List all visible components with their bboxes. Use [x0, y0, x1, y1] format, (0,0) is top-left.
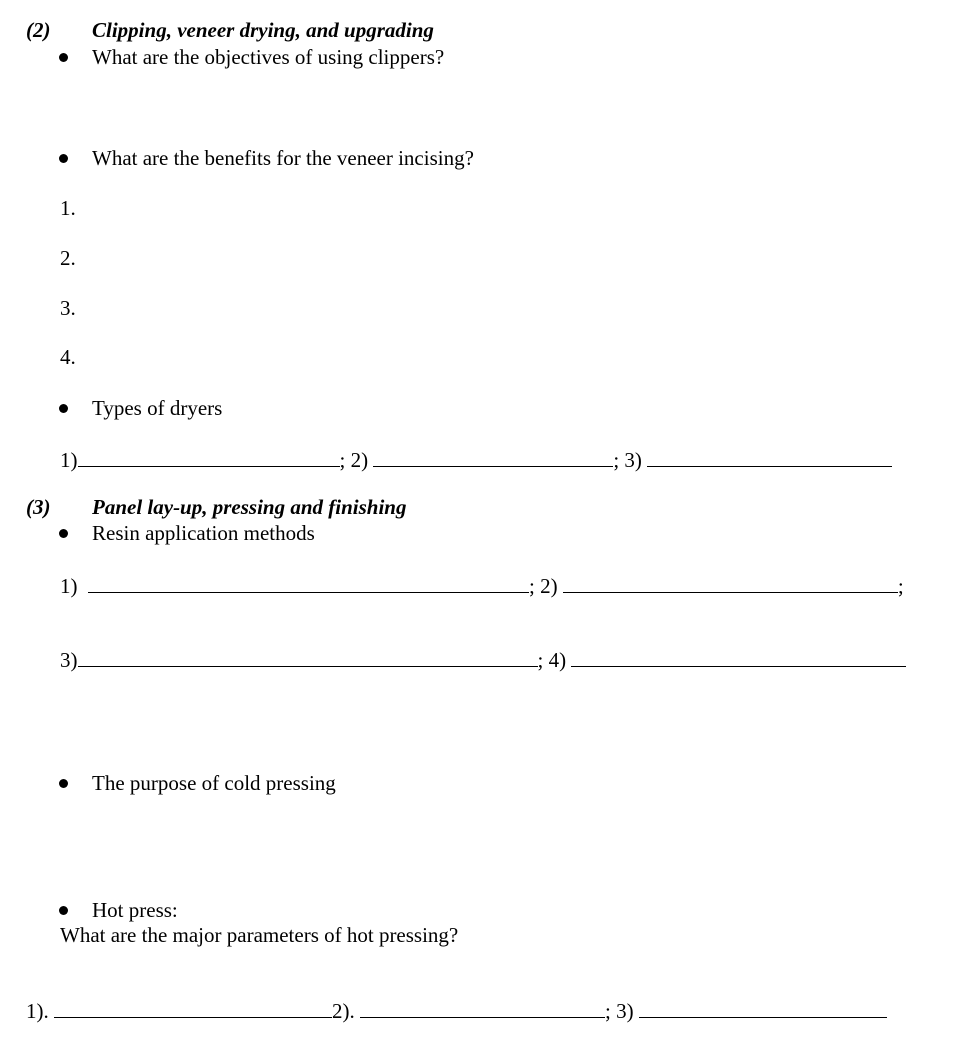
hot-label-3: ; 3) — [605, 999, 634, 1023]
hot-blank-2[interactable] — [360, 997, 605, 1018]
bullet-icon — [59, 404, 68, 413]
question-hot-press: Hot press: — [92, 898, 178, 922]
question-hot-parameters: What are the major parameters of hot pressing? — [60, 923, 459, 947]
resin-blank-3[interactable] — [78, 646, 538, 667]
section-3-number: (3) — [26, 495, 51, 519]
bullet-icon — [59, 154, 68, 163]
hot-blank-1[interactable] — [54, 997, 332, 1018]
section-2-title: Clipping, veneer drying, and upgrading — [92, 18, 434, 42]
section-2-number: (2) — [26, 18, 51, 42]
resin-blank-4[interactable] — [571, 646, 906, 667]
bullet-icon — [59, 906, 68, 915]
hot-label-1: 1). — [26, 999, 49, 1023]
numbered-item-4: 4. — [60, 345, 76, 369]
numbered-item-1: 1. — [60, 196, 76, 220]
resin-label-4: ; 4) — [537, 648, 567, 672]
hot-label-2: 2). — [332, 999, 355, 1023]
section-3-title: Panel lay-up, pressing and finishing — [92, 495, 407, 519]
resin-blank-1[interactable] — [88, 572, 529, 593]
dryers-answer-row — [60, 446, 892, 472]
dryers-blank-3[interactable] — [647, 446, 892, 467]
question-resin: Resin application methods — [92, 521, 315, 545]
resin-label-3: 3) — [60, 648, 78, 672]
resin-answer-row-2 — [60, 646, 906, 672]
dryers-blank-2[interactable] — [373, 446, 613, 467]
question-incising: What are the benefits for the veneer incising? — [92, 146, 474, 170]
dryers-label-1: 1) — [60, 448, 78, 472]
dryers-label-3: ; 3) — [613, 448, 642, 472]
resin-label-2: ; 2) — [529, 574, 558, 598]
resin-answer-row-1 — [60, 572, 904, 598]
bullet-icon — [59, 529, 68, 538]
hot-answer-row — [26, 997, 887, 1023]
resin-label-1: 1) — [60, 574, 78, 598]
hot-blank-3[interactable] — [639, 997, 887, 1018]
numbered-item-2: 2. — [60, 246, 76, 270]
dryers-label-2: ; 2) — [339, 448, 369, 472]
question-clippers: What are the objectives of using clippers? — [92, 45, 445, 69]
question-cold-pressing: The purpose of cold pressing — [92, 771, 336, 795]
numbered-item-3: 3. — [60, 296, 76, 320]
bullet-icon — [59, 53, 68, 62]
resin-end: ; — [897, 574, 904, 598]
question-dryers: Types of dryers — [92, 396, 223, 420]
dryers-blank-1[interactable] — [78, 446, 340, 467]
bullet-icon — [59, 779, 68, 788]
resin-blank-2[interactable] — [563, 572, 898, 593]
